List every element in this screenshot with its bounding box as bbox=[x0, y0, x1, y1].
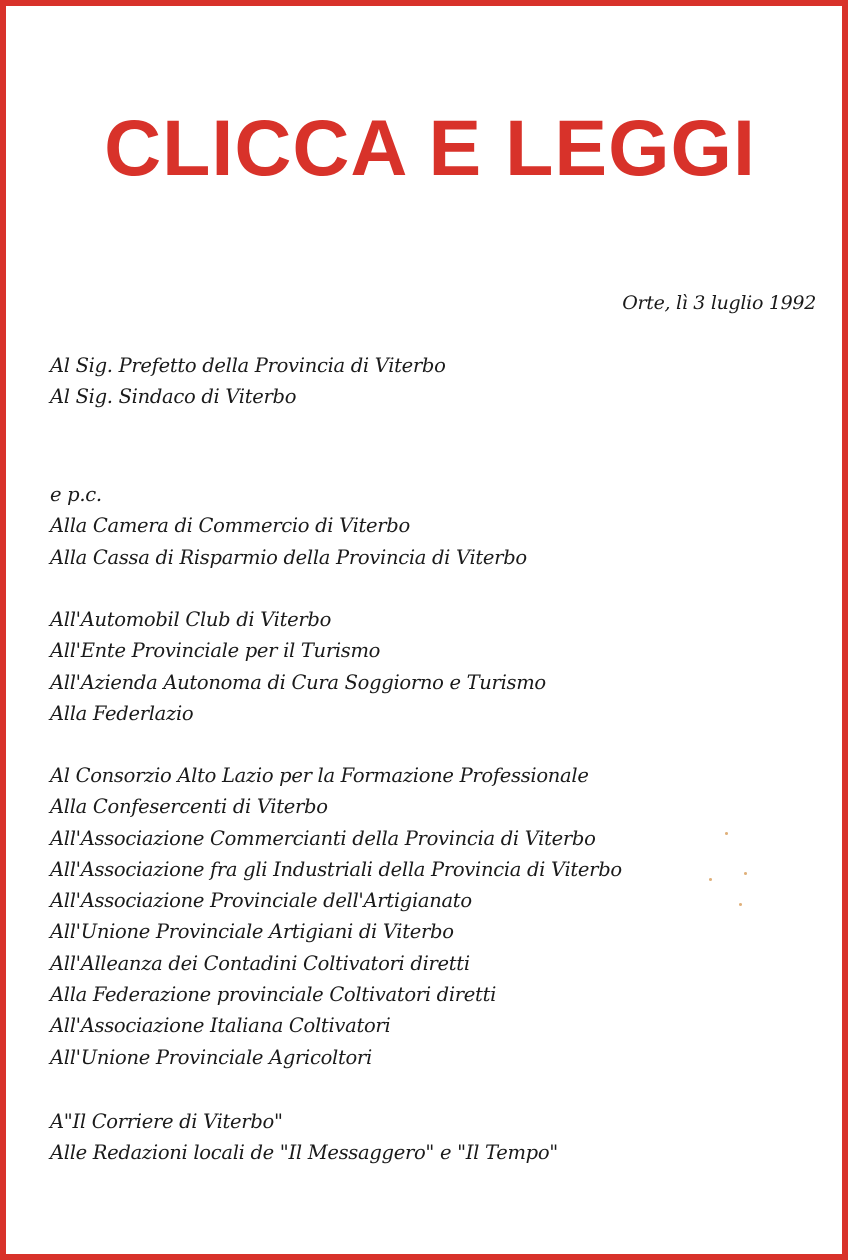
cc-line: Al Consorzio Alto Lazio per la Formazione Professionale bbox=[50, 764, 589, 787]
cc-line: All'Ente Provinciale per il Turismo bbox=[50, 639, 381, 663]
cc-line: All'Associazione Italiana Coltivatori bbox=[50, 1014, 391, 1038]
cc-list-group-2 bbox=[50, 604, 830, 729]
cc-line: All'Azienda Autonoma di Cura Soggiorno e Turismo bbox=[50, 670, 546, 694]
addressee-line: Al Sig. Prefetto della Provincia di Viterbo bbox=[50, 354, 446, 377]
cc-line: Alla Federazione provinciale Coltivatori diretti bbox=[50, 983, 497, 1007]
paper-speck bbox=[739, 903, 742, 906]
letter-date: Orte, lì 3 luglio 1992 bbox=[622, 292, 816, 314]
paper-speck bbox=[744, 872, 747, 875]
press-line: A"Il Corriere di Viterbo" bbox=[50, 1110, 283, 1133]
cc-line: Alla Camera di Commercio di Viterbo bbox=[50, 514, 410, 538]
cc-heading: e p.c. bbox=[50, 483, 102, 506]
cc-line: All'Associazione fra gli Industriali della Provincia di Viterbo bbox=[50, 857, 622, 881]
cc-list-group-1 bbox=[50, 479, 830, 573]
press-list bbox=[50, 1106, 830, 1169]
clicca-e-leggi-banner[interactable]: CLICCA E LEGGI bbox=[104, 103, 756, 192]
cc-line: Alla Federlazio bbox=[50, 701, 194, 725]
cc-line: All'Associazione Commercianti della Provincia di Viterbo bbox=[50, 826, 596, 850]
cc-list-group-3 bbox=[50, 760, 830, 1073]
addressee-list bbox=[50, 350, 830, 413]
paper-speck bbox=[709, 878, 712, 881]
cc-line: All'Automobil Club di Viterbo bbox=[50, 608, 332, 631]
addressee-line: Al Sig. Sindaco di Viterbo bbox=[50, 385, 297, 409]
cc-line: Alla Cassa di Risparmio della Provincia di Viterbo bbox=[50, 545, 527, 569]
press-line: Alle Redazioni locali de "Il Messaggero" e "Il Tempo" bbox=[50, 1141, 558, 1165]
cc-line: All'Associazione Provinciale dell'Artigianato bbox=[50, 889, 472, 913]
cc-line: All'Unione Provinciale Agricoltori bbox=[50, 1045, 372, 1069]
cc-line: Alla Confesercenti di Viterbo bbox=[50, 795, 328, 819]
cc-line: All'Unione Provinciale Artigiani di Viterbo bbox=[50, 920, 454, 944]
paper-speck bbox=[725, 832, 728, 835]
cc-line: All'Alleanza dei Contadini Coltivatori diretti bbox=[50, 951, 470, 975]
